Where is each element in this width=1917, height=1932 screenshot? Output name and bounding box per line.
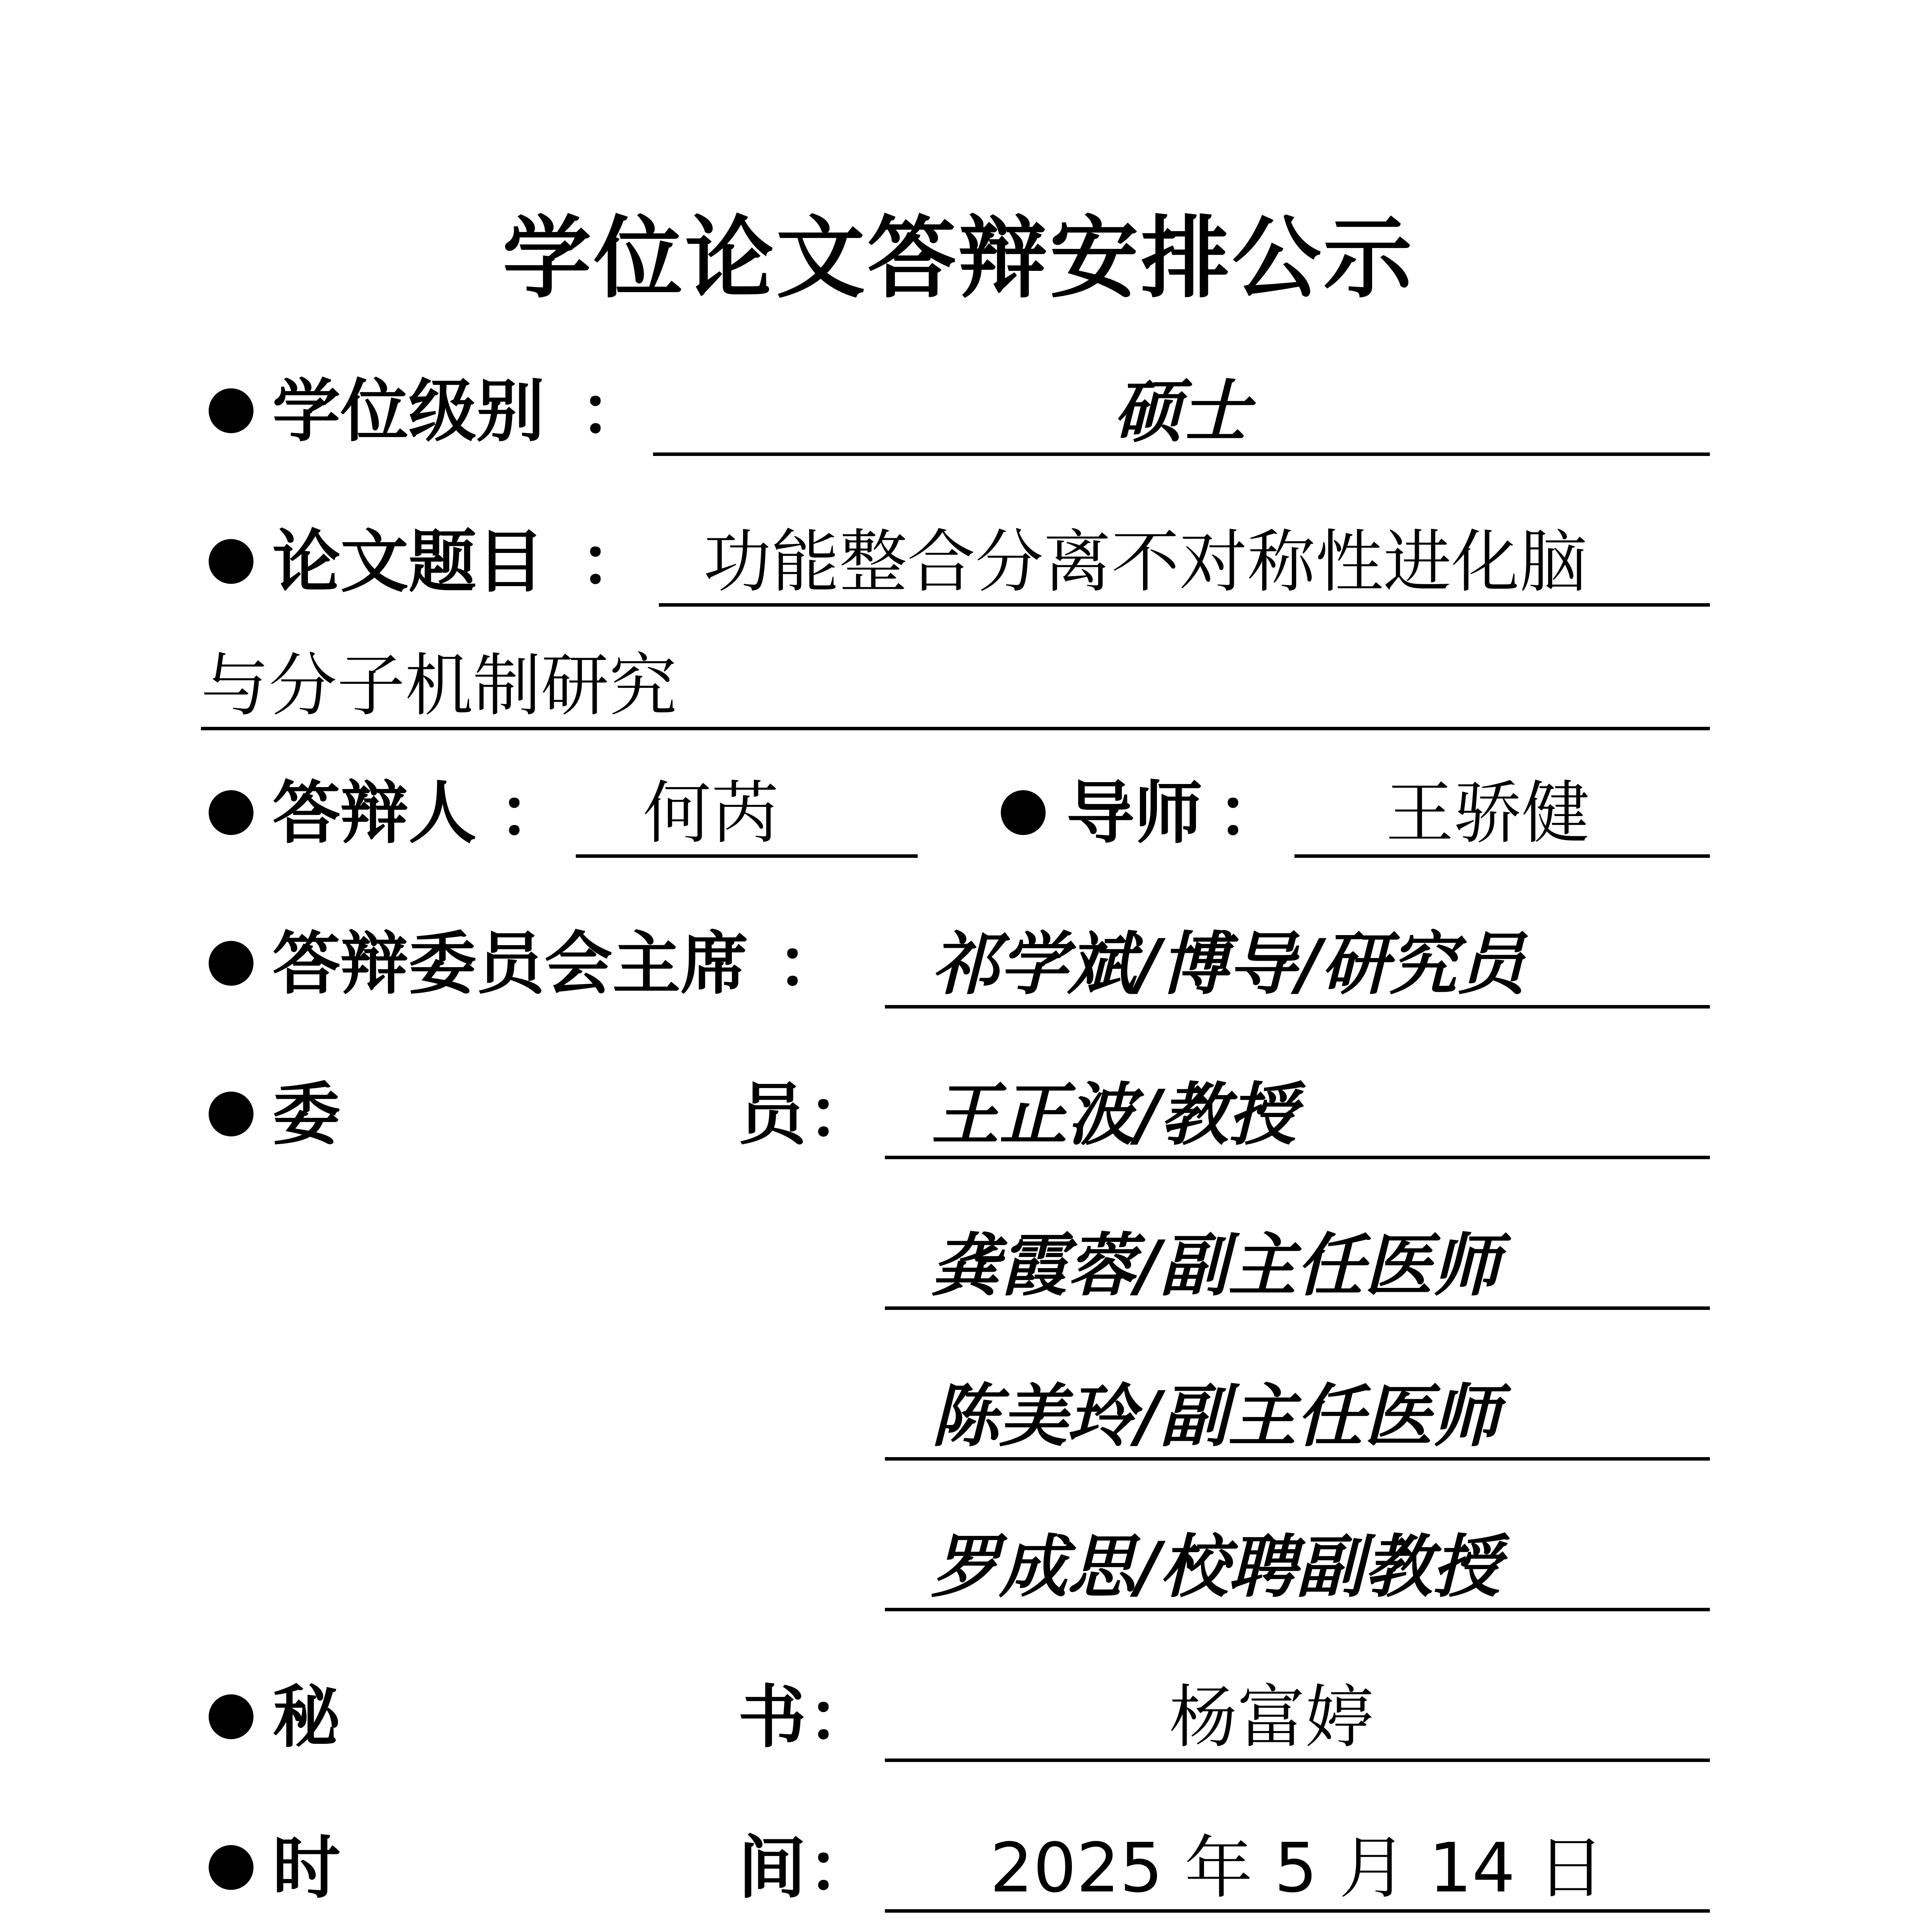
degree-colon: ： xyxy=(580,372,648,451)
degree-label: 学位级别 xyxy=(272,372,545,451)
time-label-right: 间 xyxy=(738,1828,806,1908)
chair-colon: ： xyxy=(777,924,845,1003)
member-item: 陈美玲/副主任医师 xyxy=(931,1376,1500,1456)
thesis-title-line1: 功能整合分离不对称性进化脑 xyxy=(703,522,1588,602)
member-item: 罗成思/校聘副教授 xyxy=(931,1527,1500,1607)
thesis-title-line2: 与分子机制研究 xyxy=(201,646,677,725)
defender-colon: ： xyxy=(498,774,567,853)
secretary-colon: ： xyxy=(808,1678,876,1757)
advisor-label: 导师 xyxy=(1067,774,1203,853)
time-label-left: 时 xyxy=(272,1828,341,1908)
defender-value: 何芮 xyxy=(643,774,779,853)
advisor-colon: ： xyxy=(1217,774,1286,853)
bullet-icon xyxy=(209,1694,253,1739)
member-item: 龚霞蓉/副主任医师 xyxy=(931,1225,1500,1305)
chair-value: 祁学斌/博导/研究员 xyxy=(931,924,1525,1004)
bullet-icon xyxy=(209,1092,253,1136)
bullet-icon xyxy=(209,941,253,986)
page-title: 学位论文答辩安排公示 xyxy=(502,207,1415,310)
member-item: 王正波/教授 xyxy=(931,1075,1296,1155)
defender-label: 答辩人 xyxy=(272,774,477,853)
time-colon: ： xyxy=(808,1828,876,1908)
members-label-right: 员 xyxy=(738,1075,806,1154)
secretary-label-right: 书 xyxy=(738,1678,806,1757)
bullet-icon xyxy=(209,539,253,584)
advisor-value: 王骄健 xyxy=(1385,774,1590,853)
bullet-icon xyxy=(209,1845,253,1890)
bullet-icon xyxy=(1001,790,1046,835)
thesis-label: 论文题目 xyxy=(272,522,545,602)
members-colon: ： xyxy=(808,1075,876,1154)
chair-label: 答辩委员会主席 xyxy=(272,924,749,1003)
secretary-label-left: 秘 xyxy=(272,1678,341,1757)
degree-value: 硕士 xyxy=(1113,371,1250,451)
time-value: 2025 年 5 月 14 日 xyxy=(990,1828,1605,1908)
thesis-colon: ： xyxy=(580,522,648,602)
secretary-value: 杨富婷 xyxy=(1169,1678,1373,1757)
members-label-left: 委 xyxy=(272,1075,341,1154)
bullet-icon xyxy=(209,388,253,433)
bullet-icon xyxy=(209,790,253,835)
